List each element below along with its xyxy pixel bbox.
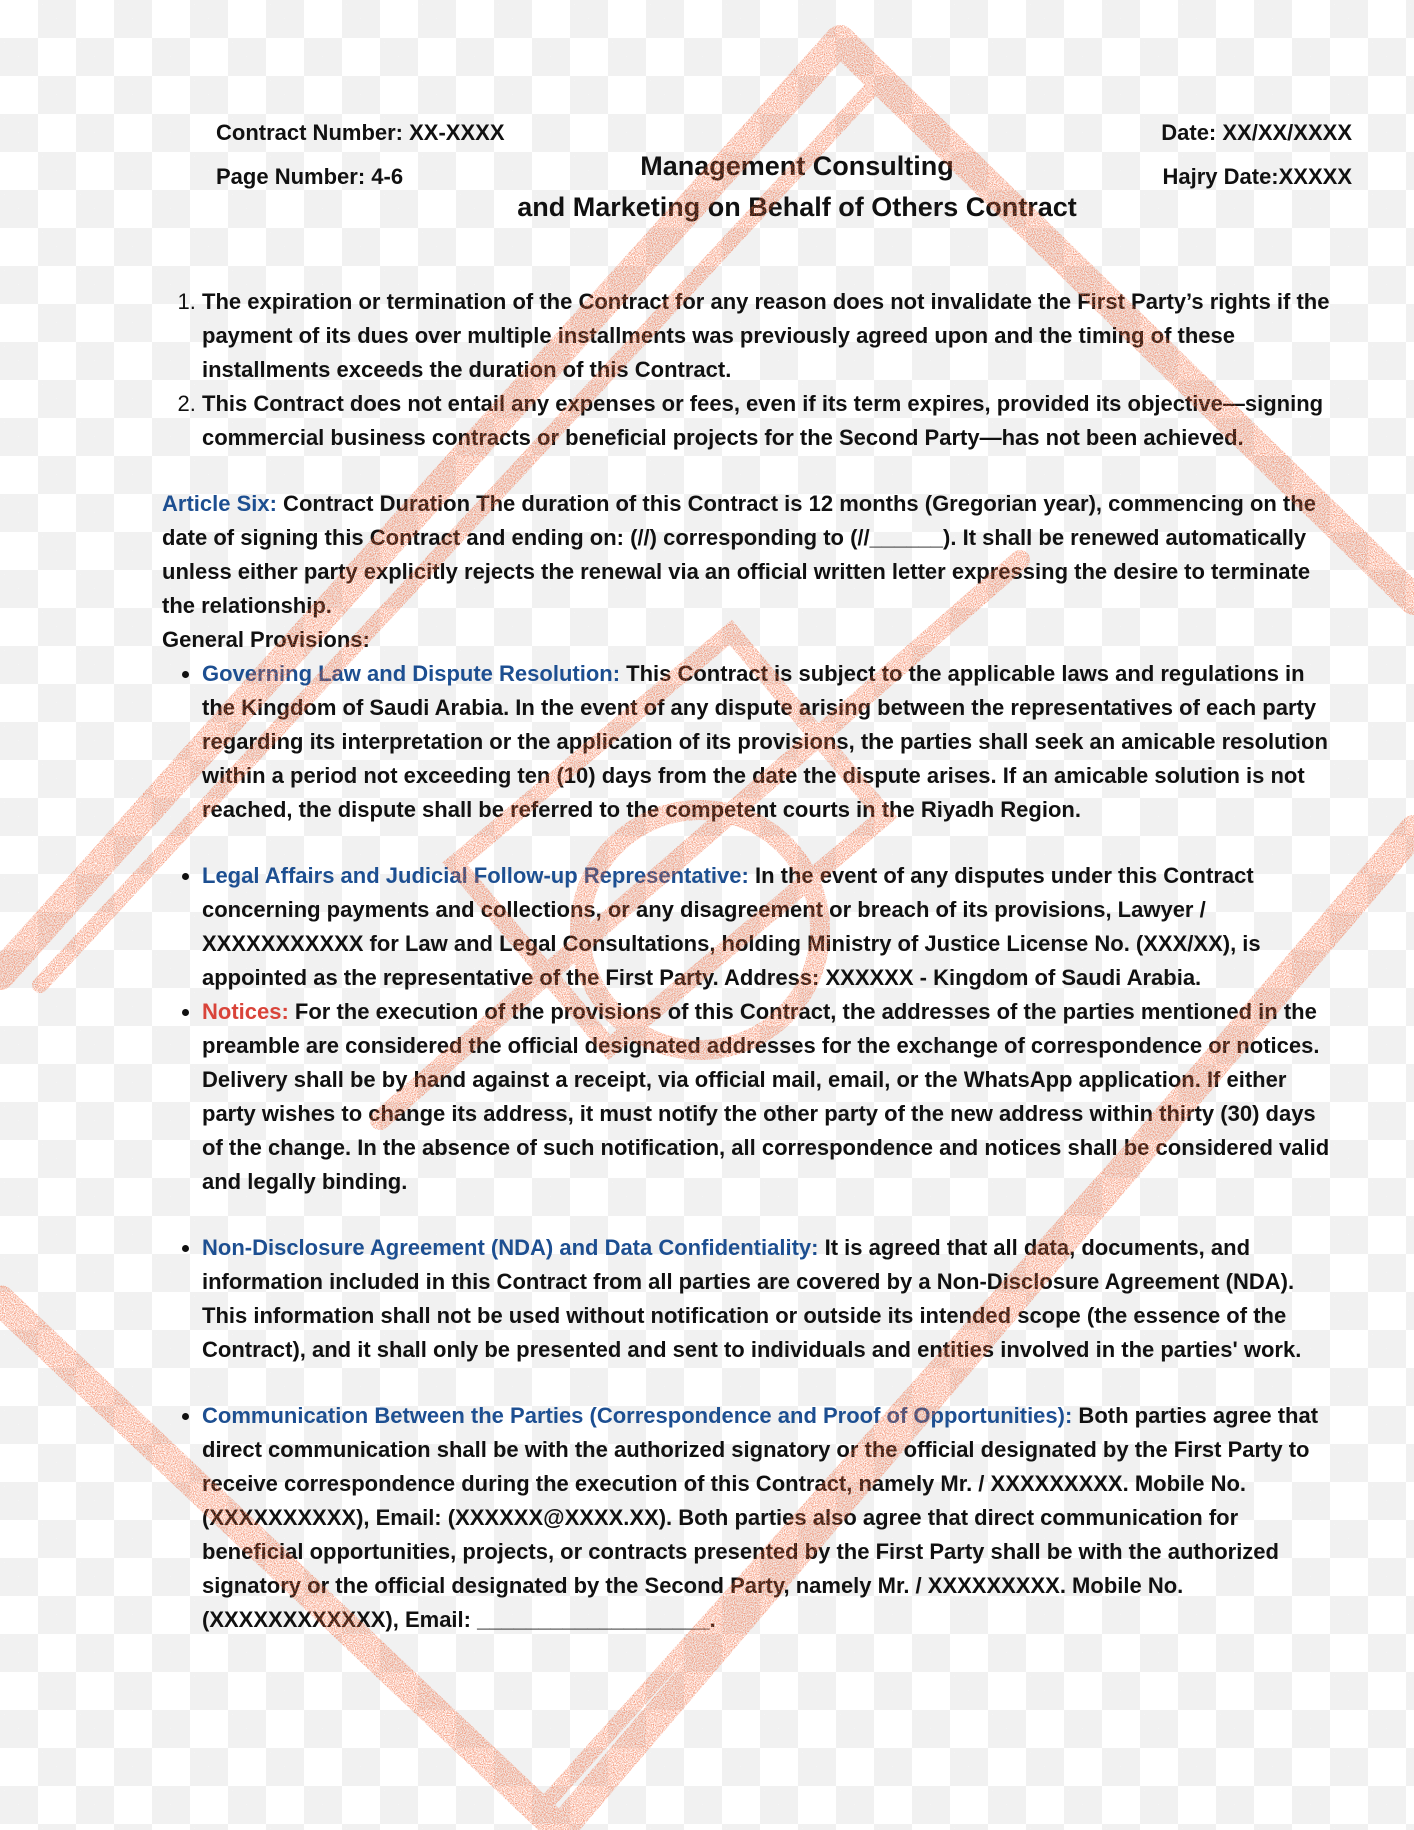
provision-text: Both parties agree that direct communication shall be with the authorized signatory or the official designated by the First Party to receive correspondence during the execution of this Contract, namely Mr. / XXXXXXXXX. Mobile No. (XXXXXXXXXX), Email: (XXXXXX@XXXX.XX). Both parties also agree that direct communication for beneficial opportunities, projects, or contracts presented by the First Party shall be with the authorized signatory or the official designated by the Second Party, namely Mr. / XXXXXXXXX. Mobile No. (XXXXXXXXXXXX), Email: ___________________. bbox=[202, 1403, 1319, 1632]
provision-label: Legal Affairs and Judicial Follow-up Representative: bbox=[202, 863, 749, 888]
provision-text: In the event of any disputes under this Contract concerning payments and collections, or any disagreement or breach of its provisions, Lawyer / XXXXXXXXXXX for Law and Legal Consultations, holding Ministry of Justice License No. (XXX/XX), is appointed as the representative of the First Party. Address: XXXXXX - Kingdom of Saudi Arabia. bbox=[202, 863, 1261, 990]
provision-governing-law bbox=[202, 657, 1342, 827]
numbered-list bbox=[162, 285, 1342, 455]
provisions-list bbox=[162, 1231, 1342, 1367]
provision-notices bbox=[202, 995, 1342, 1199]
provision-text: This Contract is subject to the applicable laws and regulations in the Kingdom of Saudi Arabia. In the event of any dispute arising between the representatives of each party regarding its interpretation or the application of its provisions, the parties shall seek an amicable resolution within a period not exceeding ten (10) days from the date the dispute arises. If an amicable solution is not reached, the dispute shall be referred to the competent courts in the Riyadh Region. bbox=[202, 661, 1328, 822]
provision-text: It is agreed that all data, documents, and information included in this Contract from all parties are covered by a Non-Disclosure Agreement (NDA). This information shall not be used without notification or outside its intended scope (the essence of the Contract), and it shall only be presented and sent to individuals and entities involved in the parties' work. bbox=[202, 1235, 1302, 1362]
provision-communication bbox=[202, 1399, 1342, 1637]
provisions-list bbox=[162, 1399, 1342, 1637]
article-six-text: Contract Duration The duration of this Contract is 12 months (Gregorian year), commencing on the date of signing this Contract and ending on: (//) corresponding to (//______). It shall be renewed automatically unless either party explicitly rejects the renewal via an official written letter expressing the desire to terminate the relationship. bbox=[162, 491, 1316, 618]
provision-text: For the execution of the provisions of this Contract, the addresses of the parties mentioned in the preamble are considered the official designated addresses for the exchange of correspondence or notices. Delivery shall be by hand against a receipt, via official mail, email, or the WhatsApp application. If either party wishes to change its address, it must notify the other party of the new address within thirty (30) days of the change. In the absence of such notification, all correspondence and notices shall be considered valid and legally binding. bbox=[202, 999, 1330, 1194]
numbered-item: 1. The expiration or termination of the Contract for any reason does not invalidate the First Party’s rights if the payment of its dues over multiple installments was previously agreed upon and the timing of these installments exceeds the duration of this Contract. bbox=[202, 285, 1342, 387]
article-six bbox=[162, 487, 1342, 623]
general-provisions-heading: General Provisions: bbox=[162, 627, 370, 652]
page-number: Page Number: 4-6 bbox=[216, 164, 404, 189]
document-date: Date: XX/XX/XXXX bbox=[1161, 120, 1352, 145]
contract-body bbox=[162, 285, 1342, 1637]
title-line-1: Management Consulting bbox=[640, 151, 954, 181]
provision-label: Governing Law and Dispute Resolution: bbox=[202, 661, 621, 686]
contract-number: Contract Number: XX-XXXX bbox=[216, 120, 505, 145]
hijri-date: Hajry Date:XXXXX bbox=[1162, 164, 1352, 189]
provision-legal-representative bbox=[202, 859, 1342, 995]
title-line-2: and Marketing on Behalf of Others Contract bbox=[517, 192, 1077, 222]
provisions-list bbox=[162, 859, 1342, 1199]
numbered-item: 2. This Contract does not entail any expenses or fees, even if its term expires, provided its objective—signing commercial business contracts or beneficial projects for the Second Party—has not been achieved. bbox=[202, 387, 1342, 455]
provisions-list bbox=[162, 657, 1342, 827]
provision-nda bbox=[202, 1231, 1342, 1367]
provision-label: Communication Between the Parties (Correspondence and Proof of Opportunities): bbox=[202, 1403, 1073, 1428]
document-title bbox=[440, 146, 1154, 228]
provision-label: Non-Disclosure Agreement (NDA) and Data Confidentiality: bbox=[202, 1235, 819, 1260]
article-six-label: Article Six: bbox=[162, 491, 277, 516]
provision-label: Notices: bbox=[202, 999, 289, 1024]
